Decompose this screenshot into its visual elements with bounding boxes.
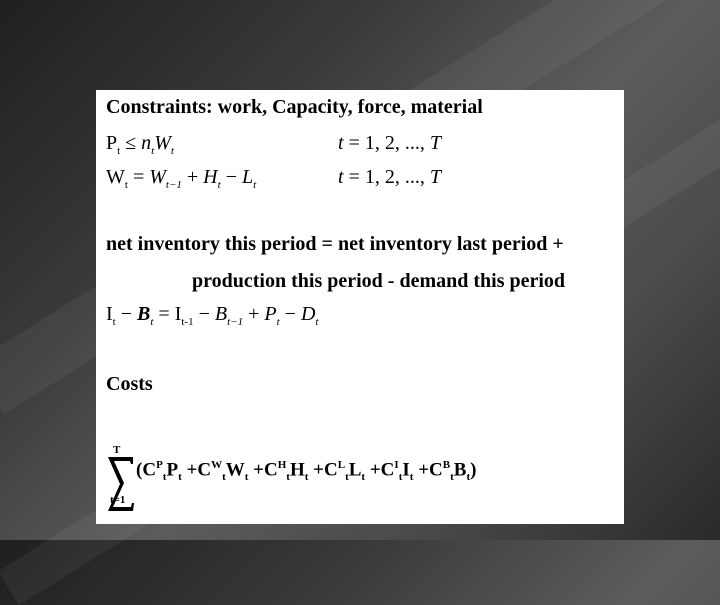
constraints-heading: Constraints: work, Capacity, force, material [106, 96, 483, 118]
inventory-definition-line1: net inventory this period = net inventory last period + [106, 233, 564, 255]
formula-card [96, 90, 624, 524]
costs-label: Costs [106, 373, 153, 395]
sum-lower-limit: t=1 [110, 494, 126, 506]
constraint-workforce: $W_t = W_{t-1} + H_t - L_t$ t = 1, 2, ..., T [106, 166, 441, 191]
summation-icon [106, 453, 136, 517]
constraint-inventory: $I_t - B_t = I_{t-1} - B_{t-1} + P_t - D_t$ [106, 303, 319, 328]
inventory-definition-line2: production this period - demand this period [192, 270, 566, 292]
constraint-capacity: $P_t \le n_tW_t$ t = 1, 2, ..., T [106, 132, 441, 157]
sum-upper-limit: T [113, 444, 121, 456]
cost-objective: $(C^P_tP_t +C^W_tW_t +C^H_tH_t +C^L_tL_t +C^I_tI_t +C^B_tB_t)$ [136, 459, 477, 484]
